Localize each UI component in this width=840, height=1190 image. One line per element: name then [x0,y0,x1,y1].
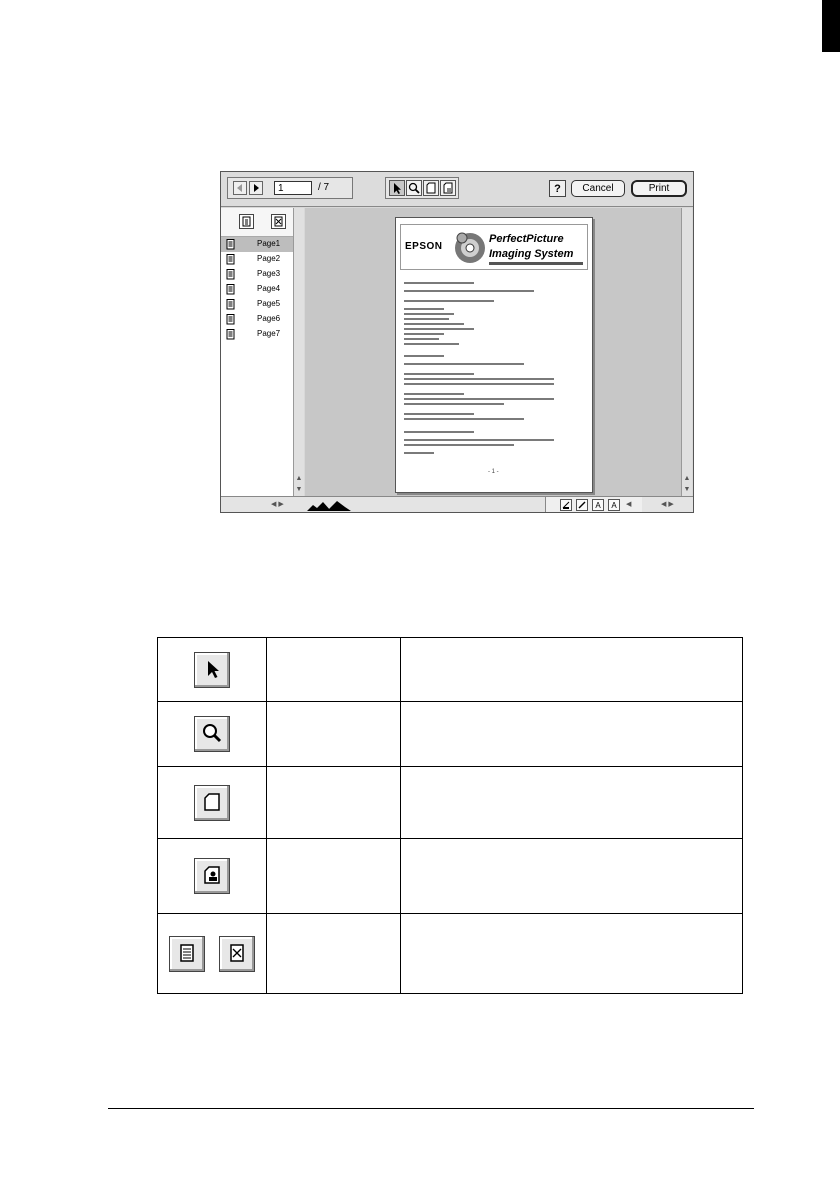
page-list-label: Page6 [257,314,281,323]
preview-page[interactable] [395,217,593,493]
page-doc-icon [226,284,236,295]
icon-cell [158,914,267,994]
arrow-icon [390,181,404,195]
cancel-button[interactable]: Cancel [571,180,625,197]
page-list-label: Page3 [257,269,281,278]
pencil-icon [577,500,587,510]
body-text-line [404,418,524,420]
view-options [545,497,642,513]
triangle-right-icon [250,182,262,194]
description-cell [401,914,743,994]
zoom-tool-icon [194,716,230,752]
magnifier-icon [407,181,421,195]
page-icon [424,181,438,195]
mountain-zoom-icon[interactable] [307,499,351,511]
page-list-panel [221,208,304,496]
print-button[interactable]: Print [631,180,687,197]
product-title-line1: PerfectPicture [489,233,564,245]
page-doc-icon [226,299,236,310]
body-text-line [404,378,554,380]
help-button[interactable]: ? [549,180,566,197]
stamp-icon [561,500,571,510]
name-cell [267,638,401,702]
page-list-item[interactable] [221,267,293,282]
section-tab [822,0,840,52]
scroll-up-arrow[interactable]: ▲ [295,475,303,482]
body-text-line [404,431,474,433]
zoom-tool-button[interactable] [406,180,422,196]
preview-hscroll-arrows[interactable]: ◀ ▶ [661,501,674,508]
page-list-label: Page4 [257,284,281,293]
watermark-button[interactable] [560,499,572,511]
product-logo [400,224,588,270]
fit-page-icon [194,785,230,821]
body-text-line [404,355,444,357]
toolbar [221,172,693,207]
disc-logo-icon [453,229,487,265]
bottom-status-bar [221,496,693,513]
body-text-line [404,363,524,365]
description-cell [401,702,743,767]
text-size-button[interactable]: A [608,499,620,511]
next-page-button[interactable] [249,181,263,195]
remove-page-icon [219,936,255,972]
preview-page-number: - 1 - [488,469,499,475]
body-text-line [404,338,439,340]
name-cell [267,702,401,767]
page-list-header [221,208,303,237]
remove-page-icon [272,215,285,228]
previous-page-button[interactable] [233,181,247,195]
page-list-label: Page5 [257,299,281,308]
table-row [158,702,743,767]
icon-cell [158,702,267,767]
page-list [221,237,293,342]
fit-printable-button[interactable] [440,180,456,196]
page-list-item[interactable] [221,252,293,267]
description-cell [401,638,743,702]
name-cell [267,914,401,994]
page-doc-icon [226,239,236,250]
arrow-tool-icon [194,652,230,688]
page-doc-icon [226,254,236,265]
page-list-item[interactable] [221,237,293,252]
printable-area-icon [441,181,455,195]
text-button[interactable]: A [592,499,604,511]
page-doc-icon [226,314,236,325]
table-row [158,914,743,994]
table-row [158,767,743,839]
body-text-line [404,439,554,441]
body-text-line [404,398,554,400]
page-doc-icon [226,329,236,340]
page-list-item[interactable] [221,282,293,297]
body-text-line [404,333,444,335]
brand-name: EPSON [405,241,443,252]
arrow-tool-button[interactable] [389,180,405,196]
triangle-left-icon [234,182,246,194]
body-text-line [404,452,434,454]
body-text-line [404,383,554,385]
preview-scroll-down-arrow[interactable]: ▼ [683,486,691,493]
add-page-button[interactable] [239,214,254,229]
body-text-line [404,413,474,415]
body-text-line [404,290,534,292]
body-text-line [404,328,474,330]
page-number-field[interactable]: 1 [274,181,312,195]
name-cell [267,767,401,839]
preview-area [305,208,681,496]
page-navigator [227,177,353,199]
body-text-line [404,300,494,302]
remove-page-button[interactable] [271,214,286,229]
body-text-line [404,444,514,446]
toolbar-legend-table [157,637,743,994]
page-list-label: Page1 [257,239,281,248]
page-list-item[interactable] [221,327,293,342]
page-doc-icon [226,269,236,280]
body-text-line [404,308,444,310]
sidebar-hscroll-arrows[interactable]: ◀ ▶ [271,501,284,508]
tool-palette [385,177,459,199]
page-list-item[interactable] [221,297,293,312]
icon-cell [158,638,267,702]
page-total: / 7 [318,182,330,193]
preview-scrollbar[interactable] [681,208,692,496]
page-list-label: Page7 [257,329,281,338]
description-cell [401,767,743,839]
page-list-scrollbar[interactable] [293,208,304,496]
page-list-item[interactable] [221,312,293,327]
body-text-line [404,373,474,375]
fit-page-button[interactable] [423,180,439,196]
table-row [158,839,743,914]
body-text-line [404,403,504,405]
body-text-line [404,313,454,315]
body-text-line [404,323,464,325]
pen-button[interactable] [576,499,588,511]
body-text-line [404,282,474,284]
view-options-arrow[interactable]: ◀ [626,501,632,508]
table-row [158,638,743,702]
description-cell [401,839,743,914]
scroll-down-arrow[interactable]: ▼ [295,486,303,493]
body-text-line [404,318,449,320]
body-text-line [404,343,459,345]
name-cell [267,839,401,914]
add-page-icon [240,215,253,228]
icon-cell [158,839,267,914]
footer-rule [108,1108,754,1109]
title-underline [489,262,583,265]
page-list-label: Page2 [257,254,281,263]
preview-scroll-up-arrow[interactable]: ▲ [683,475,691,482]
fit-printable-icon [194,858,230,894]
add-page-icon [169,936,205,972]
print-preview-window [220,171,694,513]
icon-cell [158,767,267,839]
product-title-line2: Imaging System [489,248,574,260]
body-text-line [404,393,464,395]
